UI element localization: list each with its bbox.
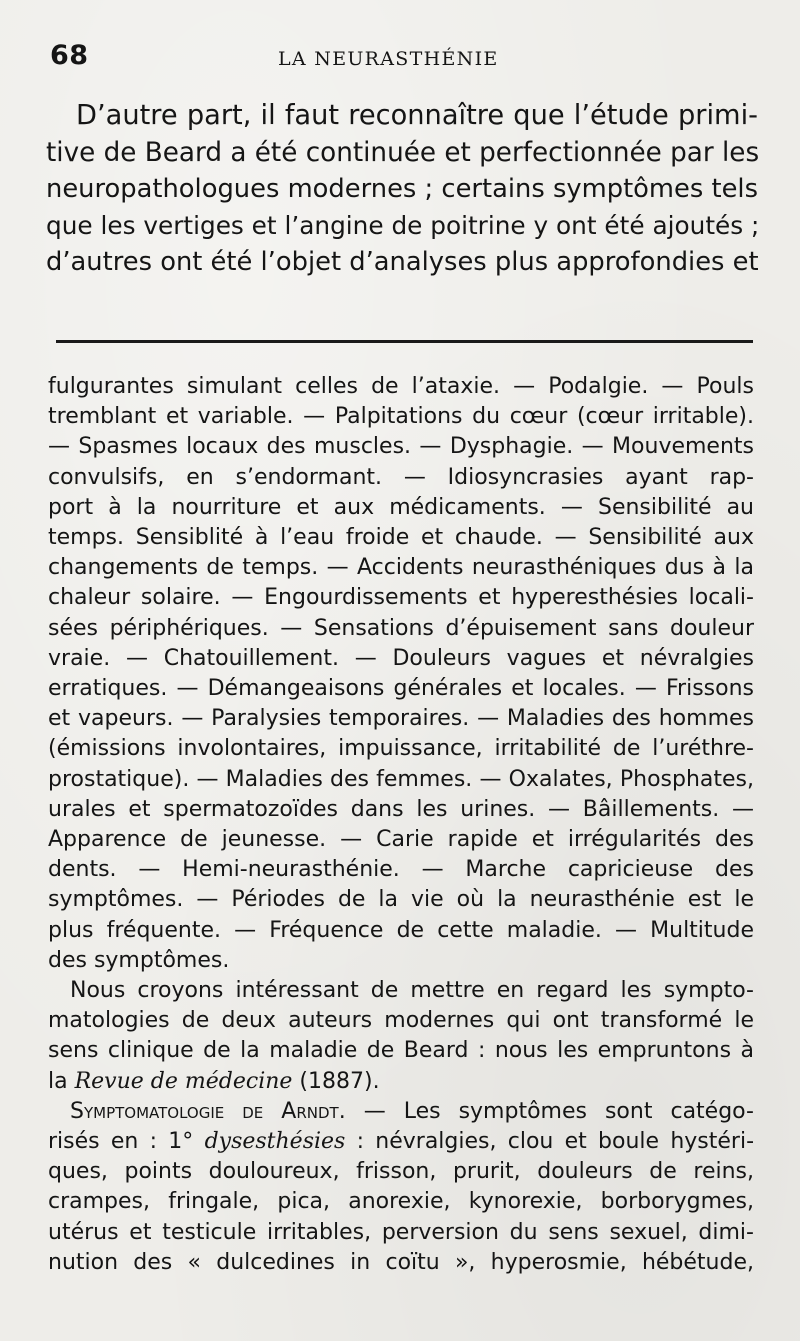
- section-heading-line: [48, 1097, 754, 1127]
- footnote-separator-rule: [56, 340, 753, 343]
- intro-line: que les vertiges et l’angine de poitrine y ont été ajoutés ;: [46, 210, 760, 240]
- footnote-line: urales et spermatozoïdes dans les urines. — Bâillements. —: [48, 796, 754, 822]
- running-title: LA NEURASTHÉNIE: [278, 48, 499, 70]
- footnote-line: vraie. — Chatouillement. — Douleurs vagues et névralgies: [48, 645, 754, 671]
- paragraph-line: nution des « dulcedines in coïtu », hyperosmie, hébétude,: [48, 1249, 754, 1275]
- footnote-line: port à la nourriture et aux médicaments. — Sensibilité au: [48, 494, 754, 520]
- footnote-line: des symptômes.: [48, 947, 230, 973]
- paragraph-line: matologies de deux auteurs modernes qui ont transformé le: [48, 1008, 754, 1034]
- paragraph-line: [48, 1067, 754, 1097]
- paragraph-text: : névralgies, clou et boule hystéri-: [345, 1129, 754, 1155]
- section-heading: Symptomatologie de Arndt.: [70, 1098, 346, 1124]
- intro-line: neuropathologues modernes ; certains symptômes tels: [46, 174, 758, 204]
- footnote-line: convulsifs, en s’endormant. — Idiosyncrasies ayant rap-: [48, 464, 754, 490]
- intro-line: tive de Beard a été continuée et perfectionnée par les: [46, 137, 760, 168]
- page-header: [50, 40, 760, 80]
- footnote-line: symptômes. — Périodes de la vie où la neurasthénie est le: [48, 887, 754, 913]
- journal-title: Revue de médecine: [74, 1068, 293, 1094]
- page-number: 68: [50, 40, 89, 71]
- footnote-line: erratiques. — Démangeaisons générales et locales. — Frissons: [48, 676, 754, 702]
- footnote-line: dents. — Hemi-neurasthénie. — Marche capricieuse des: [48, 857, 754, 883]
- footnote-line: prostatique). — Maladies des femmes. — Oxalates, Phosphates,: [48, 766, 754, 792]
- intro-paragraph: [46, 98, 758, 281]
- footnote-line: tremblant et variable. — Palpitations du cœur (cœur irritable).: [48, 404, 754, 430]
- footnote-line: changements de temps. — Accidents neurasthéniques dus à la: [48, 555, 754, 581]
- footnote-line: fulgurantes simulant celles de l’ataxie. — Podalgie. — Pouls: [48, 374, 754, 399]
- footnote-line: plus fréquente. — Fréquence de cette maladie. — Multitude: [48, 917, 754, 943]
- paragraph-line: ques, points douloureux, frisson, prurit, douleurs de reins,: [48, 1159, 754, 1185]
- footnote-line: chaleur solaire. — Engourdissements et hyperesthésies locali-: [48, 585, 754, 611]
- paragraph-line: sens clinique de la maladie de Beard : nous les empruntons à: [48, 1038, 754, 1064]
- intro-line: D’autre part, il faut reconnaître que l’étude primi-: [76, 100, 758, 131]
- paragraph-text: — Les symptômes sont catégo-: [345, 1098, 754, 1124]
- paragraph-line: Nous croyons intéressant de mettre en regard les sympto-: [70, 978, 754, 1004]
- footnote-line: sées périphériques. — Sensations d’épuisement sans douleur: [48, 615, 754, 641]
- term-italic: dysesthésies: [204, 1129, 346, 1155]
- paragraph-line: [48, 1127, 754, 1157]
- paragraph-line: utérus et testicule irritables, perversion du sens sexuel, dimi-: [48, 1219, 754, 1245]
- intro-line: d’autres ont été l’objet d’analyses plus approfondies et: [46, 247, 759, 277]
- footnote-line: Apparence de jeunesse. — Carie rapide et irrégularités des: [48, 827, 754, 853]
- paragraph-text: risés en : 1°: [48, 1129, 205, 1155]
- footnote-line: et vapeurs. — Paralysies temporaires. — Maladies des hommes: [48, 706, 754, 732]
- footnote-line: temps. Sensiblité à l’eau froide et chaude. — Sensibilité aux: [48, 525, 754, 551]
- footnote-line: (émissions involontaires, impuissance, irritabilité de l’uréthre-: [48, 736, 754, 762]
- paragraph-line: crampes, fringale, pica, anorexie, kynorexie, borborygmes,: [48, 1189, 754, 1215]
- paragraph-text: (1887).: [292, 1068, 380, 1094]
- paragraph-text: la: [48, 1068, 75, 1094]
- footnote-block: [48, 372, 754, 1278]
- footnote-line: — Spasmes locaux des muscles. — Dysphagie. — Mouvements: [48, 434, 754, 460]
